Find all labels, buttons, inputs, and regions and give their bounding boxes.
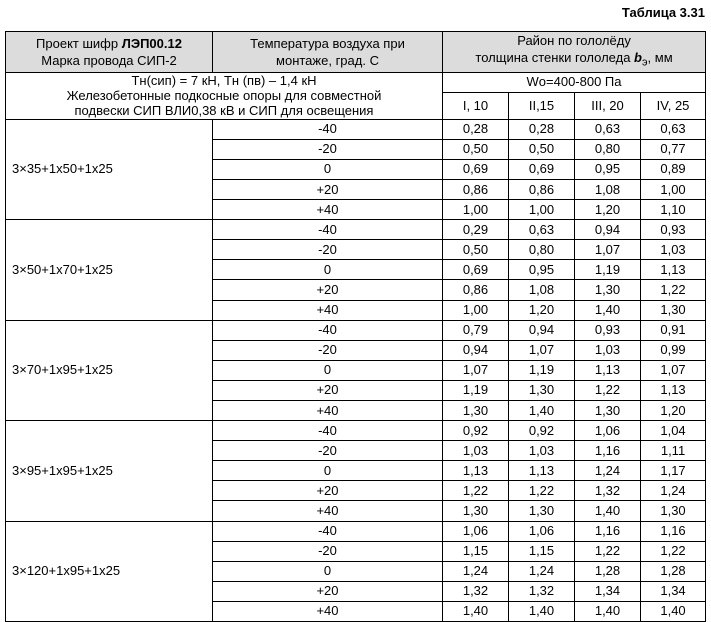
coefficient-cell: 1,22: [575, 380, 641, 400]
coefficient-cell: 1,30: [443, 401, 509, 421]
temperature-cell: -40: [213, 220, 443, 240]
coefficient-cell: 0,63: [575, 119, 641, 139]
coefficient-cell: 1,40: [575, 501, 641, 521]
coefficient-cell: 0,94: [443, 340, 509, 360]
coefficient-cell: 0,69: [443, 159, 509, 179]
region-header-1: I, 10: [443, 92, 509, 119]
coefficient-cell: 1,28: [641, 561, 706, 581]
coefficient-cell: 0,92: [443, 421, 509, 441]
temperature-cell: -20: [213, 441, 443, 461]
temperature-cell: -40: [213, 421, 443, 441]
coefficient-cell: 1,03: [575, 340, 641, 360]
temperature-cell: 0: [213, 159, 443, 179]
coefficient-cell: 1,15: [443, 541, 509, 561]
coefficient-cell: 1,06: [575, 421, 641, 441]
table-caption: Таблица 3.31: [621, 5, 705, 20]
coefficient-cell: 1,13: [509, 461, 575, 481]
coefficient-cell: 1,13: [575, 360, 641, 380]
coefficient-cell: 1,13: [641, 380, 706, 400]
coefficient-cell: 0,86: [509, 179, 575, 199]
coefficient-cell: 1,03: [443, 441, 509, 461]
subheader-tension: Tн(сип) = 7 кН, Tн (пв) – 1,4 кН: [131, 73, 317, 89]
coefficient-cell: 1,20: [641, 401, 706, 421]
temperature-cell: -20: [213, 240, 443, 260]
coefficient-cell: 0,29: [443, 220, 509, 240]
coefficient-cell: 0,95: [509, 260, 575, 280]
header-project-cell: [6, 32, 213, 73]
coefficient-cell: 0,28: [443, 119, 509, 139]
coefficient-cell: 1,30: [509, 501, 575, 521]
subheader-conditions-cell: [6, 72, 443, 119]
coefficient-cell: 1,17: [641, 461, 706, 481]
coefficient-cell: 1,20: [575, 200, 641, 220]
coefficient-cell: 1,40: [641, 601, 706, 621]
subheader-wind-cell: Wо=400-800 Па: [443, 72, 706, 92]
coefficient-cell: 0,95: [575, 159, 641, 179]
temperature-cell: -40: [213, 521, 443, 541]
temperature-cell: +20: [213, 280, 443, 300]
coefficient-cell: 1,03: [641, 240, 706, 260]
temperature-cell: 0: [213, 461, 443, 481]
coefficient-cell: 1,34: [575, 581, 641, 601]
temperature-cell: 0: [213, 360, 443, 380]
coefficient-cell: 0,86: [443, 179, 509, 199]
coefficient-cell: 1,19: [575, 260, 641, 280]
coefficient-cell: 0,93: [575, 320, 641, 340]
coefficient-cell: 1,32: [509, 581, 575, 601]
coefficient-cell: 0,86: [443, 280, 509, 300]
temperature-cell: +40: [213, 501, 443, 521]
temperature-cell: +20: [213, 380, 443, 400]
coefficient-cell: 1,30: [443, 501, 509, 521]
coefficient-cell: 0,94: [509, 320, 575, 340]
coefficient-cell: 1,15: [509, 541, 575, 561]
coefficient-cell: 0,79: [443, 320, 509, 340]
header-temperature-cell: [213, 32, 443, 73]
coefficient-cell: 1,40: [443, 601, 509, 621]
coefficient-cell: 1,20: [509, 300, 575, 320]
temperature-cell: +40: [213, 601, 443, 621]
temperature-cell: +20: [213, 581, 443, 601]
coefficient-cell: 0,63: [641, 119, 706, 139]
wire-mark-cell: 3×35+1х50+1х25: [6, 119, 213, 219]
coefficient-cell: 1,00: [509, 200, 575, 220]
coefficient-cell: 1,04: [641, 421, 706, 441]
temperature-cell: +40: [213, 200, 443, 220]
coefficient-cell: 1,22: [509, 481, 575, 501]
coefficient-cell: 0,99: [641, 340, 706, 360]
coefficient-cell: 1,30: [509, 380, 575, 400]
coefficient-cell: 1,16: [575, 441, 641, 461]
temperature-cell: 0: [213, 561, 443, 581]
coefficient-cell: 1,40: [509, 401, 575, 421]
coefficient-cell: 0,92: [509, 421, 575, 441]
subheader-support-line1: Железобетонные подкосные опоры для совместной: [66, 88, 382, 104]
coefficient-cell: 1,00: [641, 179, 706, 199]
temperature-cell: -40: [213, 119, 443, 139]
region-header-2: II,15: [509, 92, 575, 119]
ice-load-table: [5, 31, 706, 622]
coefficient-cell: 1,16: [575, 521, 641, 541]
coefficient-cell: 1,32: [443, 581, 509, 601]
coefficient-cell: 0,91: [641, 320, 706, 340]
coefficient-cell: 0,93: [641, 220, 706, 240]
table-row: [6, 521, 706, 541]
coefficient-cell: 1,10: [641, 200, 706, 220]
coefficient-cell: 1,34: [641, 581, 706, 601]
header-temperature-line2: монтаже, град. С: [276, 52, 379, 68]
coefficient-cell: 1,24: [443, 561, 509, 581]
coefficient-cell: 0,80: [575, 139, 641, 159]
coefficient-cell: 1,22: [575, 541, 641, 561]
coefficient-cell: 1,30: [641, 300, 706, 320]
temperature-cell: +20: [213, 481, 443, 501]
coefficient-cell: 1,07: [443, 360, 509, 380]
coefficient-cell: 1,08: [575, 179, 641, 199]
coefficient-cell: 0,50: [443, 139, 509, 159]
temperature-cell: -20: [213, 340, 443, 360]
coefficient-cell: 1,22: [641, 280, 706, 300]
coefficient-cell: 1,32: [575, 481, 641, 501]
coefficient-cell: 1,40: [575, 601, 641, 621]
coefficient-cell: 1,40: [509, 601, 575, 621]
coefficient-cell: 1,06: [443, 521, 509, 541]
coefficient-cell: 1,24: [575, 461, 641, 481]
coefficient-cell: 1,28: [575, 561, 641, 581]
header-region-line1: Район по гололёду: [517, 33, 631, 48]
header-region-subscript: э: [642, 56, 648, 69]
coefficient-cell: 1,08: [509, 280, 575, 300]
coefficient-cell: 0,80: [509, 240, 575, 260]
temperature-cell: 0: [213, 260, 443, 280]
wire-mark-cell: 3×120+1х95+1х25: [6, 521, 213, 621]
coefficient-cell: 0,63: [509, 220, 575, 240]
coefficient-cell: 1,16: [641, 521, 706, 541]
wire-mark-cell: 3×95+1х95+1х25: [6, 421, 213, 521]
coefficient-cell: 1,24: [641, 481, 706, 501]
table-row: [6, 421, 706, 441]
coefficient-cell: 1,07: [575, 240, 641, 260]
region-header-4: IV, 25: [641, 92, 706, 119]
wire-mark-cell: 3×70+1х95+1х25: [6, 320, 213, 420]
temperature-cell: +40: [213, 300, 443, 320]
temperature-cell: -20: [213, 139, 443, 159]
header-region-unit: , мм: [647, 50, 673, 65]
coefficient-cell: 1,06: [509, 521, 575, 541]
coefficient-cell: 1,07: [509, 340, 575, 360]
coefficient-cell: 0,94: [575, 220, 641, 240]
coefficient-cell: 1,40: [575, 300, 641, 320]
coefficient-cell: 1,11: [641, 441, 706, 461]
region-header-3: III, 20: [575, 92, 641, 119]
coefficient-cell: 1,19: [509, 360, 575, 380]
temperature-cell: -40: [213, 320, 443, 340]
wire-mark-cell: 3×50+1х70+1х25: [6, 220, 213, 320]
coefficient-cell: 1,22: [641, 541, 706, 561]
coefficient-cell: 0,50: [509, 139, 575, 159]
table-row: [6, 119, 706, 139]
coefficient-cell: 1,19: [443, 380, 509, 400]
header-region-symbol: b: [634, 50, 642, 65]
coefficient-cell: 0,69: [443, 260, 509, 280]
coefficient-cell: 0,77: [641, 139, 706, 159]
coefficient-cell: 1,22: [443, 481, 509, 501]
header-region-prefix: толщина стенки гололеда: [475, 50, 635, 65]
coefficient-cell: 0,28: [509, 119, 575, 139]
coefficient-cell: 1,13: [641, 260, 706, 280]
coefficient-cell: 1,03: [509, 441, 575, 461]
coefficient-cell: 1,13: [443, 461, 509, 481]
coefficient-cell: 1,30: [575, 280, 641, 300]
coefficient-cell: 1,07: [641, 360, 706, 380]
coefficient-cell: 1,30: [641, 501, 706, 521]
header-region-cell: [443, 32, 706, 73]
table-row: [6, 320, 706, 340]
header-wire-brand: Марка провода СИП-2: [41, 52, 177, 68]
coefficient-cell: 0,50: [443, 240, 509, 260]
coefficient-cell: 1,24: [509, 561, 575, 581]
coefficient-cell: 0,89: [641, 159, 706, 179]
header-project-prefix: Проект шифр: [36, 35, 122, 51]
header-temperature-line1: Температура воздуха при: [250, 35, 405, 51]
temperature-cell: +40: [213, 401, 443, 421]
table-body: [6, 119, 706, 621]
table-row: [6, 220, 706, 240]
header-project-code: ЛЭП00.12: [121, 35, 182, 51]
coefficient-cell: 1,00: [443, 200, 509, 220]
temperature-cell: +20: [213, 179, 443, 199]
temperature-cell: -20: [213, 541, 443, 561]
coefficient-cell: 1,00: [443, 300, 509, 320]
coefficient-cell: 1,30: [575, 401, 641, 421]
coefficient-cell: 0,69: [509, 159, 575, 179]
subheader-support-line2: подвески СИП ВЛИ0,38 кВ и СИП для освещения: [74, 103, 374, 119]
